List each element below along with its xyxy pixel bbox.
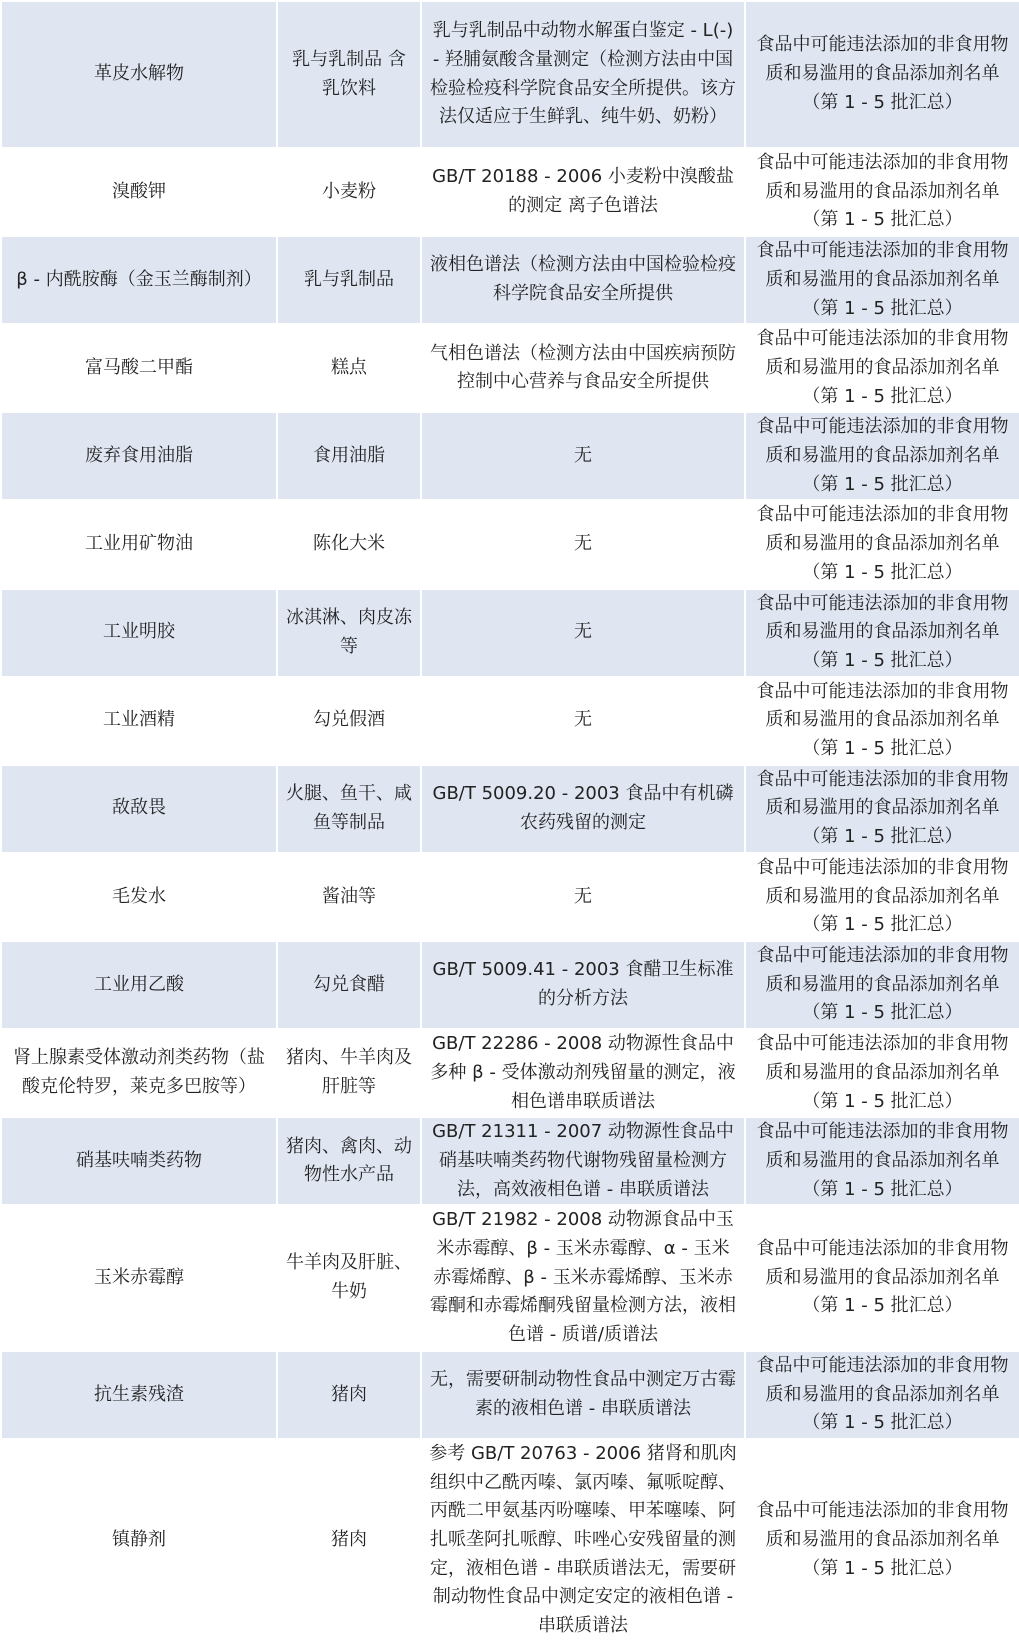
source-cell: 食品中可能违法添加的非食用物质和易滥用的食品添加剂名单（第 1 - 5 批汇总） xyxy=(745,1029,1019,1117)
substance-cell: 工业用乙酸 xyxy=(1,941,277,1029)
table-row xyxy=(1,500,1019,588)
source-cell: 食品中可能违法添加的非食用物质和易滥用的食品添加剂名单（第 1 - 5 批汇总） xyxy=(745,765,1019,853)
substance-cell: 玉米赤霉醇 xyxy=(1,1205,277,1351)
source-cell: 食品中可能违法添加的非食用物质和易滥用的食品添加剂名单（第 1 - 5 批汇总） xyxy=(745,1439,1019,1642)
foods-cell: 冰淇淋、肉皮冻等 xyxy=(277,589,421,677)
source-cell: 食品中可能违法添加的非食用物质和易滥用的食品添加剂名单（第 1 - 5 批汇总） xyxy=(745,148,1019,236)
substance-cell: 工业酒精 xyxy=(1,677,277,765)
foods-cell: 猪肉 xyxy=(277,1439,421,1642)
table-row xyxy=(1,589,1019,677)
foods-cell: 糕点 xyxy=(277,324,421,412)
table-row xyxy=(1,853,1019,941)
table-row xyxy=(1,148,1019,236)
substance-cell: 革皮水解物 xyxy=(1,1,277,148)
source-cell: 食品中可能违法添加的非食用物质和易滥用的食品添加剂名单（第 1 - 5 批汇总） xyxy=(745,324,1019,412)
table-row xyxy=(1,677,1019,765)
method-cell: 气相色谱法（检测方法由中国疾病预防控制中心营养与食品安全所提供 xyxy=(421,324,745,412)
source-cell: 食品中可能违法添加的非食用物质和易滥用的食品添加剂名单（第 1 - 5 批汇总） xyxy=(745,853,1019,941)
foods-cell: 酱油等 xyxy=(277,853,421,941)
substance-cell: 肾上腺素受体激动剂类药物（盐酸克伦特罗，莱克多巴胺等） xyxy=(1,1029,277,1117)
foods-cell: 食用油脂 xyxy=(277,412,421,500)
method-cell: 无 xyxy=(421,412,745,500)
table-row xyxy=(1,1439,1019,1642)
substance-cell: 镇静剂 xyxy=(1,1439,277,1642)
table-row xyxy=(1,324,1019,412)
substance-cell: 硝基呋喃类药物 xyxy=(1,1117,277,1205)
method-cell: GB/T 20188 - 2006 小麦粉中溴酸盐的测定 离子色谱法 xyxy=(421,148,745,236)
table-row xyxy=(1,412,1019,500)
source-cell: 食品中可能违法添加的非食用物质和易滥用的食品添加剂名单（第 1 - 5 批汇总） xyxy=(745,1,1019,148)
method-cell: 无 xyxy=(421,853,745,941)
source-cell: 食品中可能违法添加的非食用物质和易滥用的食品添加剂名单（第 1 - 5 批汇总） xyxy=(745,412,1019,500)
table-row xyxy=(1,1117,1019,1205)
substance-cell: 富马酸二甲酯 xyxy=(1,324,277,412)
substance-cell: 抗生素残渣 xyxy=(1,1351,277,1439)
table-row xyxy=(1,1205,1019,1351)
foods-cell: 小麦粉 xyxy=(277,148,421,236)
method-cell: GB/T 5009.41 - 2003 食醋卫生标准的分析方法 xyxy=(421,941,745,1029)
foods-cell: 乳与乳制品 含乳饮料 xyxy=(277,1,421,148)
substance-cell: 毛发水 xyxy=(1,853,277,941)
method-cell: 液相色谱法（检测方法由中国检验检疫科学院食品安全所提供 xyxy=(421,236,745,324)
source-cell: 食品中可能违法添加的非食用物质和易滥用的食品添加剂名单（第 1 - 5 批汇总） xyxy=(745,500,1019,588)
substance-cell: 溴酸钾 xyxy=(1,148,277,236)
source-cell: 食品中可能违法添加的非食用物质和易滥用的食品添加剂名单（第 1 - 5 批汇总） xyxy=(745,1351,1019,1439)
table-row xyxy=(1,1351,1019,1439)
method-cell: 无，需要研制动物性食品中测定万古霉素的液相色谱 - 串联质谱法 xyxy=(421,1351,745,1439)
method-cell: 无 xyxy=(421,589,745,677)
source-cell: 食品中可能违法添加的非食用物质和易滥用的食品添加剂名单（第 1 - 5 批汇总） xyxy=(745,1117,1019,1205)
substance-cell: 废弃食用油脂 xyxy=(1,412,277,500)
source-cell: 食品中可能违法添加的非食用物质和易滥用的食品添加剂名单（第 1 - 5 批汇总） xyxy=(745,589,1019,677)
foods-cell: 猪肉、禽肉、动物性水产品 xyxy=(277,1117,421,1205)
substance-cell: 工业用矿物油 xyxy=(1,500,277,588)
foods-cell: 勾兑假酒 xyxy=(277,677,421,765)
foods-cell: 猪肉、牛羊肉及肝脏等 xyxy=(277,1029,421,1117)
method-cell: 无 xyxy=(421,677,745,765)
table-row xyxy=(1,941,1019,1029)
source-cell: 食品中可能违法添加的非食用物质和易滥用的食品添加剂名单（第 1 - 5 批汇总） xyxy=(745,677,1019,765)
source-cell: 食品中可能违法添加的非食用物质和易滥用的食品添加剂名单（第 1 - 5 批汇总） xyxy=(745,236,1019,324)
method-cell: 无 xyxy=(421,500,745,588)
substance-cell: β - 内酰胺酶（金玉兰酶制剂） xyxy=(1,236,277,324)
foods-cell: 猪肉 xyxy=(277,1351,421,1439)
source-cell: 食品中可能违法添加的非食用物质和易滥用的食品添加剂名单（第 1 - 5 批汇总） xyxy=(745,941,1019,1029)
table-row xyxy=(1,1029,1019,1117)
method-cell: GB/T 22286 - 2008 动物源性食品中多种 β - 受体激动剂残留量的测定，液相色谱串联质谱法 xyxy=(421,1029,745,1117)
method-cell: GB/T 21311 - 2007 动物源性食品中硝基呋喃类药物代谢物残留量检测方法，高效液相色谱 - 串联质谱法 xyxy=(421,1117,745,1205)
substance-cell: 工业明胶 xyxy=(1,589,277,677)
foods-cell: 牛羊肉及肝脏、牛奶 xyxy=(277,1205,421,1351)
table-row xyxy=(1,1,1019,148)
table-row xyxy=(1,765,1019,853)
foods-cell: 勾兑食醋 xyxy=(277,941,421,1029)
method-cell: 乳与乳制品中动物水解蛋白鉴定 - L(-) - 羟脯氨酸含量测定（检测方法由中国检验检疫科学院食品安全所提供。该方法仅适应于生鲜乳、纯牛奶、奶粉） xyxy=(421,1,745,148)
method-cell: 参考 GB/T 20763 - 2006 猪肾和肌肉组织中乙酰丙嗪、氯丙嗪、氟哌啶醇、丙酰二甲氨基丙吩噻嗪、甲苯噻嗪、阿扎哌垄阿扎哌醇、咔唑心安残留量的测定，液相色谱 - 串联质谱法无，需要研制动物性食品中测定安定的液相色谱 - 串联质谱法 xyxy=(421,1439,745,1642)
source-cell: 食品中可能违法添加的非食用物质和易滥用的食品添加剂名单（第 1 - 5 批汇总） xyxy=(745,1205,1019,1351)
foods-cell: 陈化大米 xyxy=(277,500,421,588)
method-cell: GB/T 21982 - 2008 动物源食品中玉米赤霉醇、β - 玉米赤霉醇、α - 玉米赤霉烯醇、β - 玉米赤霉烯醇、玉米赤霉酮和赤霉烯酮残留量检测方法，液相色谱 - 质谱/质谱法 xyxy=(421,1205,745,1351)
table-row xyxy=(1,236,1019,324)
foods-cell: 乳与乳制品 xyxy=(277,236,421,324)
method-cell: GB/T 5009.20 - 2003 食品中有机磷农药残留的测定 xyxy=(421,765,745,853)
foods-cell: 火腿、鱼干、咸鱼等制品 xyxy=(277,765,421,853)
substance-cell: 敌敌畏 xyxy=(1,765,277,853)
